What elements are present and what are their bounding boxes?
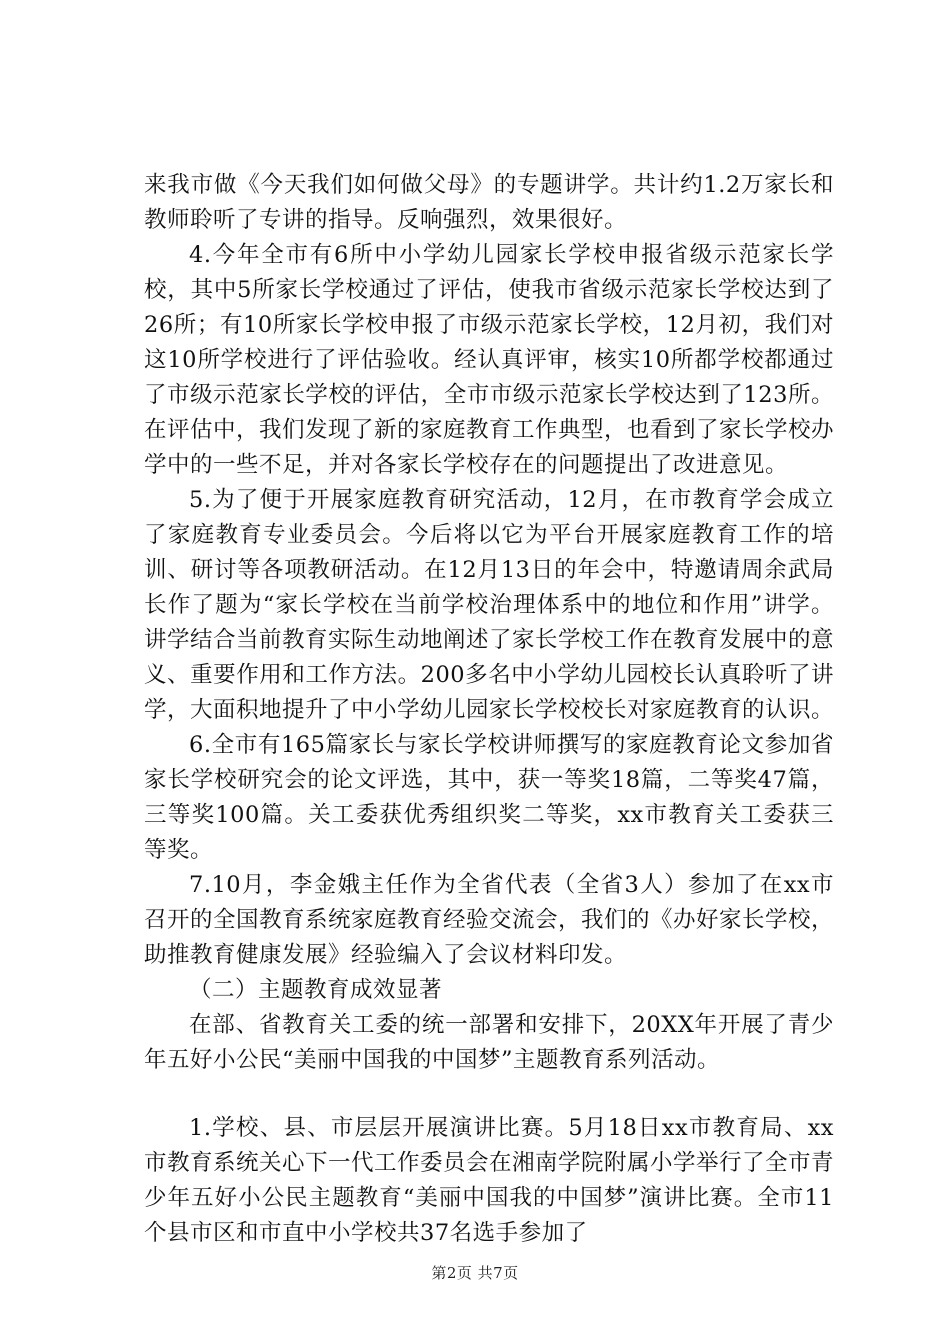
paragraph-continuation: 来我市做《今天我们如何做父母》的专题讲学。共计约1.2万家长和教师聆听了专讲的指导。反响强烈，效果很好。	[144, 172, 834, 233]
paragraph-item-5: 5.为了便于开展家庭教育研究活动，12月，在市教育学会成立了家庭教育专业委员会。今后将以它为平台开展家庭教育工作的培训、研讨等各项教研活动。在12月13日的年会中，特邀请周余武局长作了题为“家长学校在当前学校治理体系中的地位和作用”讲学。讲学结合当前教育实际生动地阐述了家长学校工作在教育发展中的意义、重要作用和工作方法。200多名中小学幼儿园校长认真聆听了讲学，大面积地提升了中小学幼儿园家长学校校长对家庭教育的认识。	[144, 487, 835, 723]
paragraph-subitem-1: 1.学校、县、市层层开展演讲比赛。5月18日xx市教育局、xx市教育系统关心下一代工作委员会在湘南学院附属小学举行了全市青少年五好小公民主题教育“美丽中国我的中国梦”演讲比赛。全市11个县市区和市直中小学校共37名选手参加了	[144, 1115, 835, 1246]
document-body	[144, 168, 834, 1251]
paragraph-item-6: 6.全市有165篇家长与家长学校讲师撰写的家庭教育论文参加省家长学校研究会的论文评选，其中，获一等奖18篇，二等奖47篇，三等奖100篇。关工委获优秀组织奖二等奖，xx市教育关工委获三等奖。	[144, 732, 834, 863]
paragraph-gap	[144, 1078, 834, 1111]
paragraph-item-7: 7.10月，李金娥主任作为全省代表（全省3人）参加了在xx市召开的全国教育系统家庭教育经验交流会，我们的《办好家长学校，助推教育健康发展》经验编入了会议材料印发。	[144, 872, 835, 968]
section-heading: （二）主题教育成效显著	[189, 977, 443, 1003]
page-number-footer: 第2页 共7页	[431, 1264, 519, 1282]
paragraph-section-intro: 在部、省教育关工委的统一部署和安排下，20XX年开展了青少年五好小公民“美丽中国我的中国梦”主题教育系列活动。	[144, 1012, 834, 1073]
paragraph-item-4: 4.今年全市有6所中小学幼儿园家长学校申报省级示范家长学校，其中5所家长学校通过了评估，使我市省级示范家长学校达到了26所；有10所家长学校申报了市级示范家长学校，12月初，我们对这10所学校进行了评估验收。经认真评审，核实10所都学校都通过了市级示范家长学校的评估，全市市级示范家长学校达到了123所。在评估中，我们发现了新的家庭教育工作典型，也看到了家长学校办学中的一些不足，并对各家长学校存在的问题提出了改进意见。	[144, 242, 835, 478]
